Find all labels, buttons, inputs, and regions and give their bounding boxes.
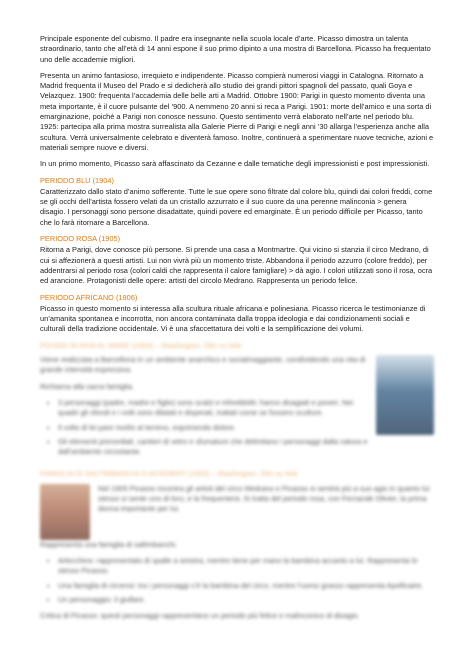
section-periodo-africano [40,293,434,335]
section-periodo-rosa [40,234,434,286]
blurred-text-1 [40,355,368,463]
blurred-paragraph: Critica di Picasso: questi personaggi rappresentano un periodo più felice e malinconico di disagio. [40,611,360,621]
blurred-paragraph: Richiama alla sacra famiglia. [40,381,135,391]
section-title: PERIODO BLU (1904) [40,175,114,185]
list-item: • Gli elementi primordiali, cantieri di vetro e sfumature che delimitano i personaggi dalla natura e dall’ambiente circostante. [58,437,368,458]
intro-paragraph-2: Presenta un animo fantasioso, irrequieto e indipendente. Picasso compierà numerosi viaggi in Catalogna. Ritornato a Madrid frequenta il Museo del Prado e si dedicherà allo studio dei grandi pittori spagnoli del passato, quali Goya e Velazquez. 1900: frequenta l’accademia delle belle arti a Madrid. Ottobre 1900: Parigi in questo momento diventa una meta importante, è il cuore pulsante del ’900. A nemmeno 20 anni si reca a Parigi. 1901: morte dell’amico e una sorta di emarginazione, poiché a Parigi non conosce nessuno. Questo sentimento verrà elaborato nell’arte nel periodo blu. 1925: partecipa alla prima mostra surrealista alla Galerie Pierre di Parigi e negli anni ’30 allarga l’esperienza anche alla scultura. Verrà universalmente celebrato e diventerà famoso. Inoltre, continuerà a sperimentare nuove tecniche, azioni e materiali sempre nuove e diversi. [40,70,434,152]
blurred-list-2 [40,556,434,605]
list-item: • Il volto di lei pare rivolto al terreno, esprimendo dolore. [58,423,368,433]
section-title: PERIODO ROSA (1905) [40,234,121,244]
section-periodo-blu [40,176,434,228]
list-item: • Una famiglia di circensi: tra i personaggi c’è la bambina del circo, mentre l’uomo grasso rappresenta Apollinaire. [58,581,434,591]
section-body: Ritorna a Parigi, dove conosce più persone. Si prende una casa a Montmartre. Qui vicino si stanzia il circo Medrano, di cui si affezionerà a questi artisti. Lui non vivrà più un momento triste. Abbandona il periodo azzurro (colore freddo), per addentrarsi al periodo rosa (colori caldi che rappresenta il calore famigliare) > dà agio. I colori utilizzati sono il rosa, ocra ed arancione. Protagonisti delle opere: artisti del circolo Medrano. Rappresenta un periodo felice. [40,245,433,286]
blurred-paragraph: Viene realizzata a Barcellona in un ambiente anarchico e socialmaggiante, condividendo una vita di grande intensità espressiva. [40,355,366,375]
section-title: PERIODO AFRICANO (1906) [40,292,138,302]
list-item: • Arlecchino: rappresentato di spalle a sinistra, mentre tiene per mano la bambina accanto a lui. Rappresenta lo stesso Picasso. [58,556,434,577]
blurred-text-2 [98,484,434,540]
intro-paragraph-1: Principale esponente del cubismo. Il padre era insegnante nella scuola locale d’arte. Picasso dimostra un talenta straordinario, tanto che all’età di 14 anni espone il suo primo dipinto a una mostra di Barcellona. Picasso ha frequentato uno delle accademie migliori. [40,34,431,64]
blurred-paragraph: Nel 1905 Picasso incontra gli artisti del circo Medrano e Picasso si sentirà più a suo agio in quanto lui stesso si sente uno di loro, e la frequenterà. Si tratta del periodo rosa, con Fernande Olivier, la prima donna importante per lui. [98,483,430,514]
blurred-paragraph: Rappresenta una famiglia di saltimbanchi. [40,539,178,549]
section-body: Picasso in questo momento si interessa alla scultura rituale africana e polinesiana. Picasso ricerca le testimonianze di un’amanita spontanea e incorrotta, non ancora contaminata dalla troppa ideologia e dai condizionamenti sociali e culturali della tradizione occidentale. Vi è una sfaccettatura dei volti e la semplificazione dei volumi. [40,303,426,334]
blurred-row-2 [40,484,434,540]
list-item: • Un personaggio: il giullare. [58,595,434,605]
list-item: • 3 personaggi (padre, madre e figlio) sono scalzi e infreddoliti: hanno disagiati e poveri. Nei quadri gli sfondi e i volti sono dilatati e disperati, trattati come se fossero sculture. [58,398,368,419]
section-body: Caratterizzato dallo stato d’animo sofferente. Tutte le sue opere sono filtrate dal colore blu, quindi dai colori freddi, come se gli occhi dell’artista fossero velati da un cristallo azzurrato e il suo cuore da una perenne malinconia > genera disagio. I personaggi sono persone disadattate, quindi povere ed emarginate. È un periodo difficile per Picasso, tanto che lo farà ritornare a Barcellona. [40,186,433,227]
blurred-row-1 [40,355,434,463]
blurred-heading-1: POVERI IN RIVA AL MARE (1903) – Washington. Olio su tela [40,340,241,350]
blurred-list-1 [40,398,368,457]
intro-paragraph-3: In un primo momento, Picasso sarà affascinato da Cezanne e dalle tematiche degli impressionisti e post impressionisti. [40,159,430,169]
painting-thumbnail-rose [40,484,90,540]
blurred-preview-region [40,341,434,622]
painting-thumbnail-blue [376,355,434,435]
blurred-heading-2: FAMIGLIA DI SALTIMBANCHI O ACROBATI (1905) – Washington. Olio su tela [40,469,298,479]
